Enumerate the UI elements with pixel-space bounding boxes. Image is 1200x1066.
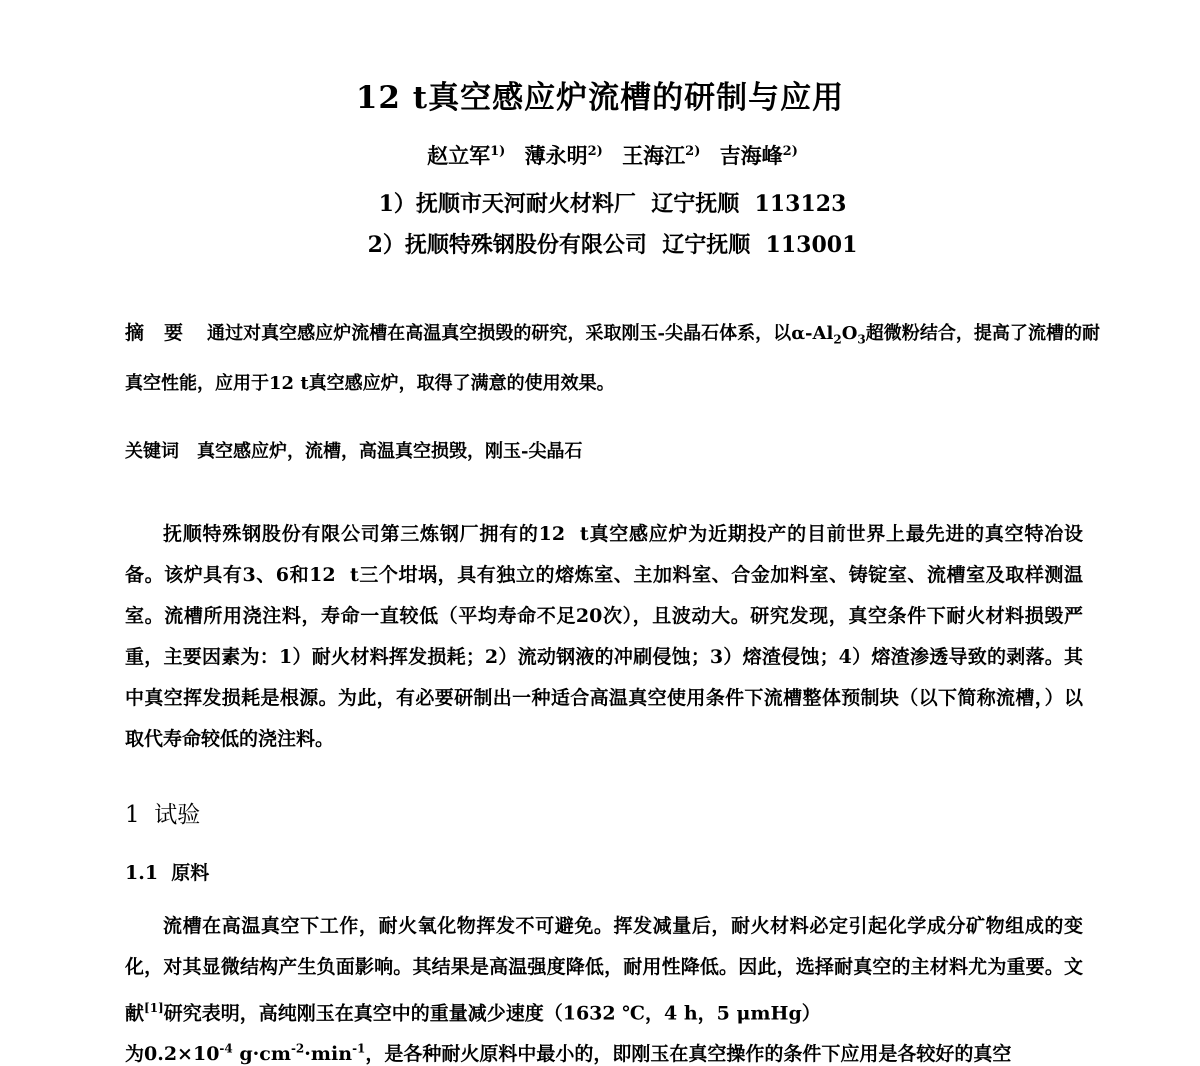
subsection-heading: 1.1 原料 (125, 862, 210, 884)
materials-paragraph: 流槽在高温真空下工作，耐火氧化物挥发不可避免。挥发减量后，耐火材料必定引起化学成分矿物组成的变化，对其显微结构产生负面影响。其结果是高温强度降低，耐用性降低。因此，选择耐真空的主材料尤为重要。文献[1]研究表明，高纯刚玉在真空中的重量减少速度（1632 ℃，4 h，5 μmHg） (125, 915, 1083, 1025)
affiliation-2: 2）抚顺特殊钢股份有限公司 辽宁抚顺 113001 (367, 232, 858, 258)
keywords (125, 437, 1100, 463)
author: 赵立军$^{1)}$ (427, 143, 506, 168)
section-heading: 1 试验 (125, 802, 201, 828)
author: 薄永明$^{2)}$ (524, 143, 603, 168)
abstract: 摘要 通过对真空感应炉流槽在高温真空损毁的研究，采取刚玉-尖晶石体系，以$\alpha-Al_2O_3$超微粉结合，提高了流槽的耐真空性能，应用于12 t真空感应炉，取得了满意的使用效果。 (125, 322, 1100, 394)
affiliation-1: 1）抚顺市天河耐火材料厂 辽宁抚顺 113123 (378, 191, 847, 217)
reference-marker: [1] (144, 1001, 164, 1015)
intro-paragraph: 抚顺特殊钢股份有限公司第三炼钢厂拥有的12 t真空感应炉为近期投产的目前世界上最先进的真空特冶设备。该炉具有3、6和12 t三个坩埚，具有独立的熔炼室、主加料室、合金加料室、铸锭室、流槽室及取样测温室。流槽所用浇注料，寿命一直较低（平均寿命不足20次），且波动大。研究发现，真空条件下耐火材料损毁严重，主要因素为：1）耐火材料挥发损耗；2）流动钢液的冲刷侵蚀；3）熔渣侵蚀；4）熔渣渗透导致的剥落。其中真空挥发损耗是根源。为此，有必要研制出一种适合高温真空使用条件下流槽整体预制块（以下简称流槽，）以取代寿命较低的浇注料。 (125, 523, 1083, 750)
paper-title: 12 t真空感应炉流槽的研制与应用 (355, 80, 845, 116)
abstract-label: 摘要 (125, 322, 204, 344)
author-list (0, 140, 1200, 170)
author: 吉海峰$^{2)}$ (719, 143, 798, 168)
partial-text-line: 为$0.2\times 10^{-4}$ $g\cdot cm^{-2}\cdot\min^{-1}$，是各种耐火原料中最小的，即刚玉在真空操作的条件下应用是各较好的真空 (125, 1041, 1012, 1065)
keywords-label: 关键词 (125, 441, 179, 462)
keywords-text: 真空感应炉，流槽，高温真空损毁，刚玉-尖晶石 (197, 441, 583, 462)
author: 王海江$^{2)}$ (622, 143, 701, 168)
